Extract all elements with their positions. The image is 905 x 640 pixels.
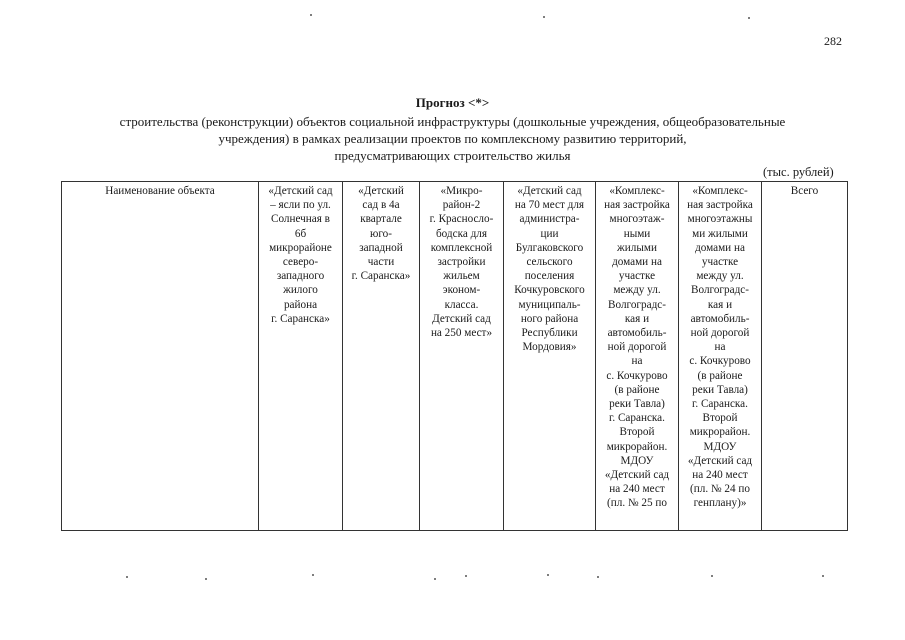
column-header: «Детский сад в 4а квартале юго- западной части г. Саранска» [343,182,420,531]
column-header: «Комплекс- ная застройка многоэтажны ми жилыми домами на участке между ул. Волгоградс- кая и автомобиль- ной дорогой на с. Кочкурово (в районе реки Тавла) г. Саранска. Второй микрорайон. МДОУ «Детский сад на 240 мест (пл. № 24 по генплану)» [679,182,762,531]
subtitle-line: учреждения) в рамках реализации проектов по комплексному развитию территорий, [218,131,687,146]
column-header-object-name: Наименование объекта [62,182,259,531]
units-label: (тыс. рублей) [763,165,834,179]
column-header: «Комплекс- ная застройка многоэтаж- ными жилыми домами на участке между ул. Волгоградс- кая и автомобиль- ной дорогой на с. Кочкурово (в районе реки Тавла) г. Саранска. Второй микрорайон. МДОУ «Детский сад на 240 мест (пл. № 25 по [596,182,679,531]
column-header: «Детский сад – ясли по ул. Солнечная в 6б микрорайоне северо- западного жилого района г. Саранска» [259,182,343,531]
subtitle-line: строительства (реконструкции) объектов социальной инфраструктуры (дошкольные учреждения, общеобразовательные [119,114,786,129]
page-number: 282 [824,34,842,48]
document-subtitle [50,113,855,164]
table-header-row [62,182,848,531]
column-header-total: Всего [762,182,848,531]
forecast-table [61,181,848,531]
document-title: Прогноз <*> [415,95,490,110]
subtitle-line: предусматривающих строительство жилья [334,148,571,163]
column-header: «Детский сад на 70 мест для администра- ции Булгаковского сельского поселения Кочкуровского муниципаль- ного района Республики Мордовия» [504,182,596,531]
column-header: «Микро- район-2 г. Красносло- бодска для комплексной застройки жильем эконом- класса. Детский сад на 250 мест» [420,182,504,531]
